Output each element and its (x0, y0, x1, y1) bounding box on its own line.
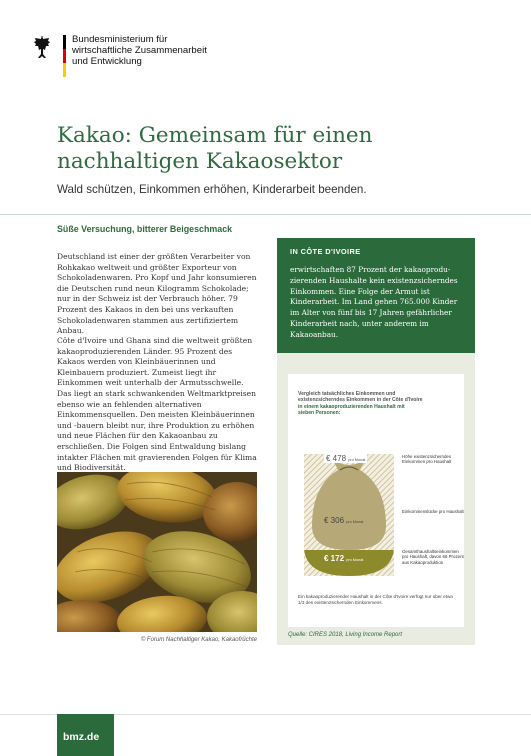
value-unit: pro Monat (348, 458, 366, 462)
infographic-heading-line: sieben Personen: (298, 410, 341, 417)
page-title (57, 123, 477, 175)
ministry-logo (32, 33, 262, 83)
page-subtitle: Wald schützen, Einkommen erhöhen, Kinderarbeit beenden. (57, 183, 367, 196)
value-required (324, 454, 367, 463)
value-unit: pro Monat (346, 520, 364, 524)
cocoa-pods-photo (57, 472, 257, 632)
infographic-card (288, 374, 464, 627)
source-citation: Quelle: CIRES 2018, Living Income Report (288, 632, 403, 638)
label-gap: Einkommenslücke pro Haushalt (402, 509, 464, 514)
german-flag-stripe (63, 35, 66, 77)
footer-brand[interactable]: bmz.de (57, 714, 114, 756)
title-line: Kakao: Gemeinsam für einen (57, 123, 373, 148)
value-gap (324, 516, 363, 525)
fact-box-text: erwirtschaften 87 Prozent der kakaoproduzierenden Haushalte kein existenzsicherndes Einkommen. Eine Folge der Armut ist Kinderarbeit. Im Land gehen 765.000 Kinder im Alter von fünf bis 17 Jahren gefährlicher Kinderarbeit nach, unter anderem im Kakaoanbau. (290, 265, 458, 339)
paragraph: Côte d'Ivoire und Ghana sind die weltweit größten kakaoproduzierenden Länder. 95 Prozent des Kakaos werden von Kleinbäuerinnen und Kleinbauern produziert. Zumeist liegt ihr Einkommen weit unterhalb der Armutsschwelle. Das liegt an stark schwankenden Weltmarktpreisen ebenso wie an fehlenden alternativen Einkommensquellen. Den meisten Kleinbäuerinnen und -bauern bleibt nur, ihre Produktion zu erhöhen und neue Flächen für den Kakaoanbau zu erschließen. Die Folgen sind Entwaldung bislang intakter Flächen mit gravierenden Folgen für Klima und Biodiversität. (57, 336, 257, 473)
label-actual: Gesamthaushaltseinkommen pro Haushalt, davon 66 Prozent aus Kakaoproduktion (402, 549, 464, 565)
infographic-heading (298, 391, 458, 417)
fact-box (277, 238, 475, 353)
value-amount: € 478 (326, 454, 347, 463)
ministry-name (72, 34, 262, 67)
value-amount: € 172 (324, 554, 345, 563)
ministry-line: wirtschaftliche Zusammenarbeit (72, 45, 207, 56)
infographic-heading-line: existenzsicherndes Einkommen in der Côte d'Ivoire (298, 397, 423, 404)
cocoa-pods-image (57, 472, 257, 632)
infographic-heading-line: in einem kakaoproduzierenden Haushalt mit (298, 403, 405, 410)
infographic-panel (277, 353, 475, 645)
infographic-footnote: Ein kakaoproduzierender Haushalt in der Côte d'Ivoire verfügt nur über etwa 1/3 des existenzsichernden Einkommens. (298, 594, 453, 605)
infographic-heading-line: Vergleich tatsächliches Einkommen und (298, 391, 396, 397)
federal-eagle-icon (32, 33, 56, 65)
section-heading: Süße Versuchung, bitterer Beigeschmack (57, 224, 233, 234)
label-required: Höhe existenzsicherndes Einkommen pro Haushalt (402, 454, 452, 465)
ministry-line: und Entwicklung (72, 56, 142, 67)
paragraph: Deutschland ist einer der größten Verarbeiter von Rohkakao weltweit und größter Exporteur von Schokoladenwaren. Pro Kopf und Jahr konsumieren die Deutschen rund neun Kilogramm Schokolade; nur in der Schweiz ist der Verbrauch höher. 79 Prozent des Kakaos in den bei uns verkauften Schokoladenwaren stammen aus zertifiziertem Anbau. (57, 252, 257, 336)
divider (0, 214, 531, 215)
fact-box-heading: IN CÔTE D'IVOIRE (290, 247, 361, 256)
value-amount: € 306 (324, 516, 345, 525)
value-unit: pro Monat (346, 558, 364, 562)
photo-credit: © Forum Nachhaltiger Kakao, Kakaofrüchte (140, 637, 257, 643)
title-line: nachhaltigen Kakaosektor (57, 149, 343, 174)
ministry-line: Bundesministerium für (72, 34, 168, 45)
value-actual (324, 554, 363, 563)
